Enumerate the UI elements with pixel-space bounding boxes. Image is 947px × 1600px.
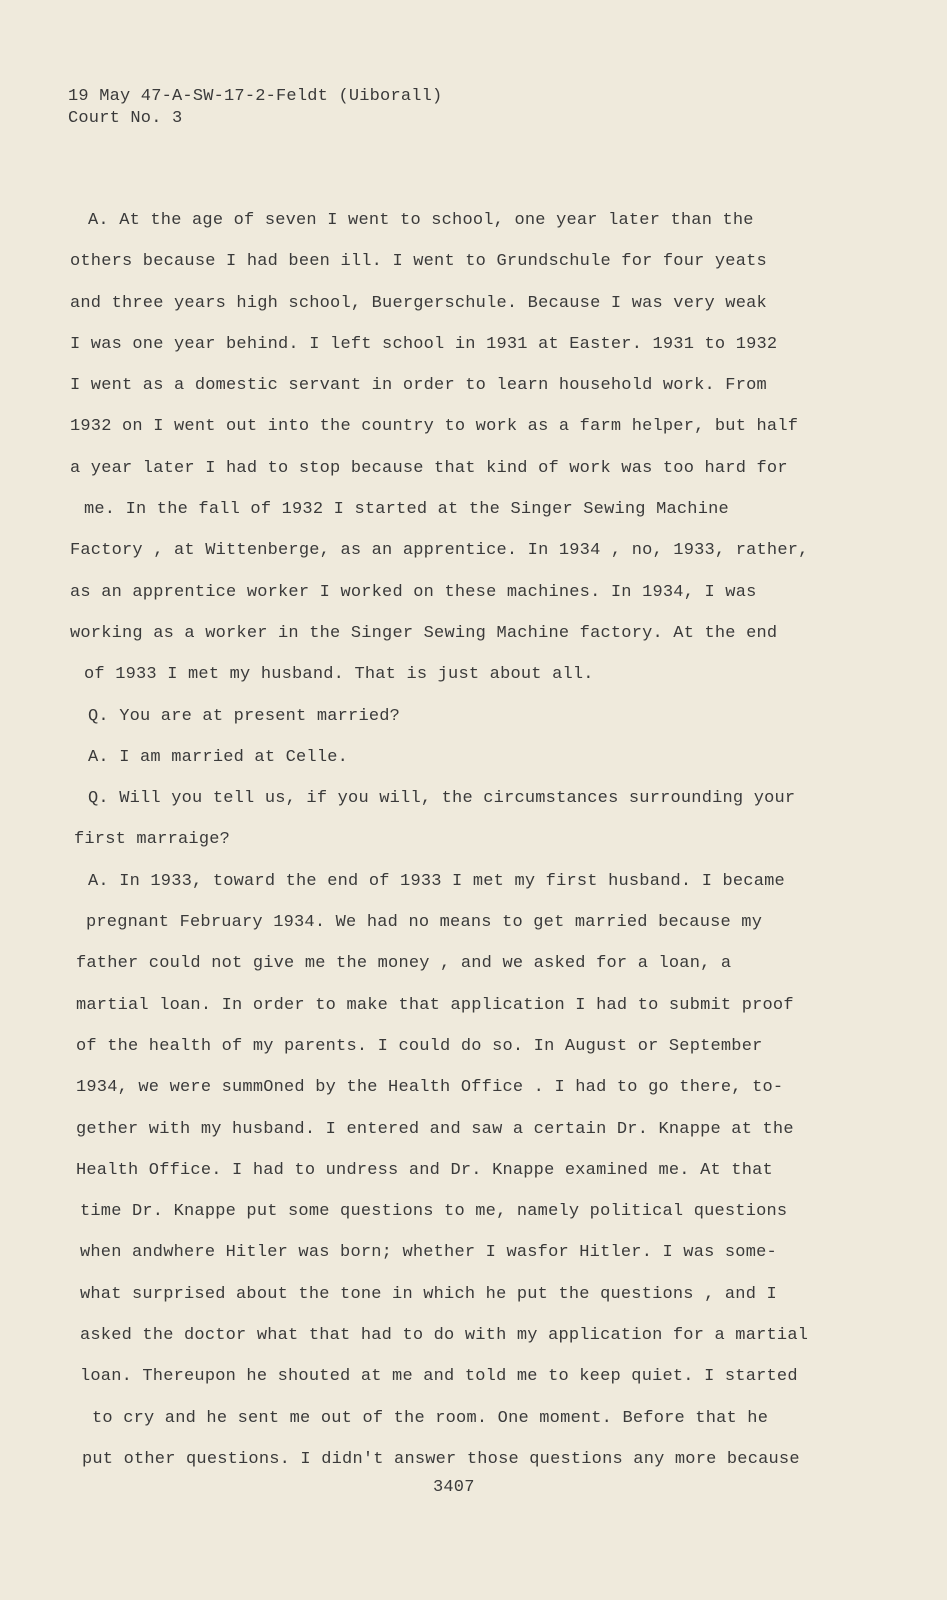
transcript-line: Health Office. I had to undress and Dr. Knappe examined me. At that bbox=[76, 1160, 773, 1180]
document-header bbox=[68, 86, 442, 130]
transcript-line: A. At the age of seven I went to school, one year later than the bbox=[88, 211, 754, 230]
transcript-line: as an apprentice worker I worked on these machines. In 1934, I was bbox=[70, 582, 757, 602]
transcript-line: Q. You are at present married? bbox=[88, 706, 401, 726]
transcript-line: time Dr. Knappe put some questions to me, namely political questions bbox=[80, 1202, 788, 1222]
transcript-line: A. I am married at Celle. bbox=[88, 747, 349, 767]
transcript-line: 1934, we were summOned by the Health Office . I had to go there, to- bbox=[76, 1078, 784, 1098]
transcript-line: first marraige? bbox=[74, 830, 231, 850]
transcript-line: what surprised about the tone in which he put the questions , and I bbox=[80, 1284, 777, 1304]
header-court-number: Court No. 3 bbox=[68, 109, 183, 128]
transcript-line: I was one year behind. I left school in 1931 at Easter. 1931 to 1932 bbox=[70, 334, 778, 354]
transcript-line: working as a worker in the Singer Sewing Machine factory. At the end bbox=[70, 623, 778, 643]
transcript-line: when andwhere Hitler was born; whether I wasfor Hitler. I was some- bbox=[80, 1243, 777, 1263]
transcript-line: put other questions. I didn't answer those questions any more because bbox=[82, 1449, 800, 1469]
transcript-line: of 1933 I met my husband. That is just about all. bbox=[84, 665, 594, 685]
transcript-line: me. In the fall of 1932 I started at the Singer Sewing Machine bbox=[84, 500, 729, 520]
transcript-line: father could not give me the money , and we asked for a loan, a bbox=[76, 954, 732, 974]
transcript-line: and three years high school, Buergerschule. Because I was very weak bbox=[70, 293, 767, 313]
transcript-line: loan. Thereupon he shouted at me and told me to keep quiet. I started bbox=[80, 1367, 798, 1387]
transcript-line: a year later I had to stop because that kind of work was too hard for bbox=[70, 458, 788, 478]
transcript-line: pregnant February 1934. We had no means to get married because my bbox=[86, 913, 763, 933]
transcript-body bbox=[70, 200, 830, 1480]
transcript-line: of the health of my parents. I could do so. In August or September bbox=[76, 1036, 763, 1056]
transcript-line: A. In 1933, toward the end of 1933 I met my first husband. I became bbox=[88, 871, 785, 891]
transcript-line: Factory , at Wittenberge, as an apprentice. In 1934 , no, 1933, rather, bbox=[70, 541, 809, 561]
transcript-line: 1932 on I went out into the country to work as a farm helper, but half bbox=[70, 417, 799, 437]
transcript-line: others because I had been ill. I went to Grundschule for four yeats bbox=[70, 252, 767, 272]
transcript-line: asked the doctor what that had to do with my application for a martial bbox=[80, 1326, 809, 1346]
transcript-line: I went as a domestic servant in order to learn household work. From bbox=[70, 376, 767, 396]
transcript-line: Q. Will you tell us, if you will, the circumstances surrounding your bbox=[88, 789, 796, 809]
transcript-line: gether with my husband. I entered and saw a certain Dr. Knappe at the bbox=[76, 1119, 794, 1139]
header-case-reference: 19 May 47-A-SW-17-2-Feldt (Uiborall) bbox=[68, 87, 443, 106]
transcript-line: martial loan. In order to make that application I had to submit proof bbox=[76, 995, 794, 1015]
page-number: 3407 bbox=[433, 1478, 475, 1497]
transcript-line: to cry and he sent me out of the room. One moment. Before that he bbox=[92, 1408, 769, 1428]
